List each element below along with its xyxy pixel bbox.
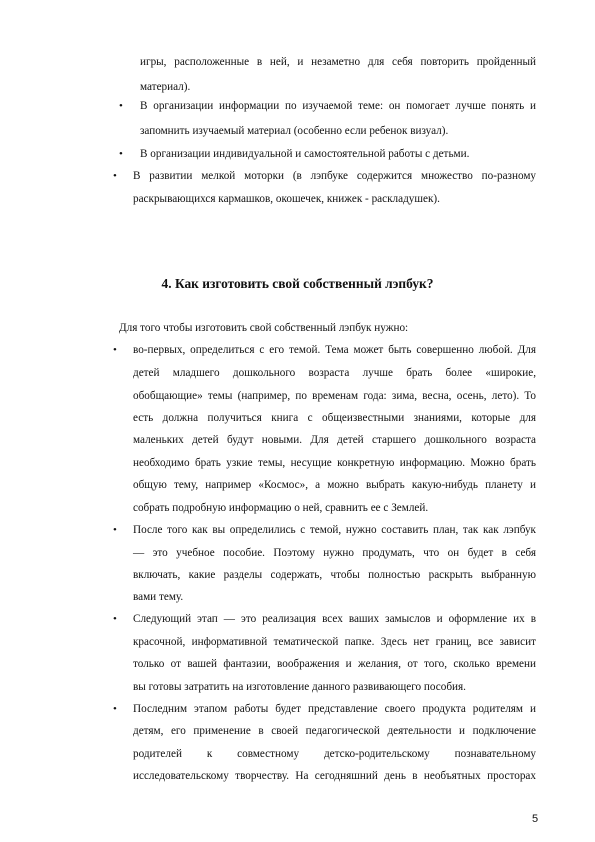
text-line: общую тему, например «Космос», а можно выбрать какую-нибудь планету и bbox=[133, 479, 536, 491]
text-line: собрать подробную информацию о ней, сравнить ее с Землей. bbox=[133, 502, 429, 514]
bullet-icon: • bbox=[113, 524, 117, 536]
page-number: 5 bbox=[532, 813, 539, 825]
text-line: В развитии мелкой моторки (в лэпбуке содержится множество по-разному bbox=[133, 170, 536, 182]
text-line: включать, какие разделы содержать, чтобы полностью раскрыть выбранную bbox=[133, 569, 536, 581]
text-line: Следующий этап — это реализация всех ваших замыслов и оформление их в bbox=[133, 613, 536, 625]
bullet-icon: • bbox=[113, 170, 117, 182]
text-line: во-первых, определиться с его темой. Тема может быть совершенно любой. Для bbox=[133, 344, 536, 356]
text-line: обобщающие» темы (например, по временам года: зима, весна, осень, лето). То bbox=[133, 390, 536, 402]
text-line: — это учебное пособие. Поэтому нужно продумать, что он будет в себя bbox=[133, 547, 536, 559]
text-line: детей младшего дошкольного возраста лучше брать более «широкие, bbox=[133, 367, 536, 379]
text-line: запомнить изучаемый материал (особенно если ребенок визуал). bbox=[140, 125, 449, 137]
bullet-icon: • bbox=[113, 613, 117, 625]
text-line: красочной, информативной тематической папке. Здесь нет границ, все зависит bbox=[133, 636, 536, 648]
text-line: Последним этапом работы будет представление своего продукта родителям и bbox=[133, 703, 536, 715]
bullet-icon: • bbox=[113, 703, 117, 715]
text-line: необходимо брать узкие темы, несущие конкретную информацию. Можно брать bbox=[133, 457, 536, 469]
text-line: вы готовы затратить на изготовление данного развивающего пособия. bbox=[133, 681, 466, 693]
section-heading: 4. Как изготовить свой собственный лэпбук? bbox=[161, 276, 434, 291]
text-line: исследовательскому творчеству. На сегодняшний день в необъятных просторах bbox=[133, 770, 536, 782]
bullet-icon: • bbox=[119, 148, 123, 160]
text-line: В организации индивидуальной и самостоятельной работы с детьми. bbox=[140, 148, 470, 160]
text-line: есть должна получиться книга с общеизвестными знаниями, которые для bbox=[133, 412, 536, 424]
bullet-icon: • bbox=[113, 344, 117, 356]
text-line: вами тему. bbox=[133, 591, 184, 603]
text-line: После того как вы определились с темой, нужно составить план, так как лэпбук bbox=[133, 524, 536, 536]
text-line: только от вашей фантазии, воображения и желания, от того, сколько времени bbox=[133, 658, 536, 670]
intro-text: Для того чтобы изготовить свой собственный лэпбук нужно: bbox=[119, 322, 409, 334]
text-line: детям, его применение в своей педагогической деятельности и подключение bbox=[133, 725, 536, 737]
text-line: родителей к совместному детско-родительскому познавательному bbox=[133, 748, 536, 760]
text-line: игры, расположенные в ней, и незаметно для себя повторить пройденный bbox=[140, 56, 536, 68]
text-line: раскрывающихся кармашков, окошечек, книжек - раскладушек). bbox=[133, 193, 440, 205]
text-line: В организации информации по изучаемой теме: он помогает лучше понять и bbox=[140, 100, 536, 112]
text-line: материал). bbox=[140, 81, 191, 93]
text-line: маленьких детей будут новыми. Для детей старшего дошкольного возраста bbox=[133, 434, 536, 446]
bullet-icon: • bbox=[119, 100, 123, 112]
